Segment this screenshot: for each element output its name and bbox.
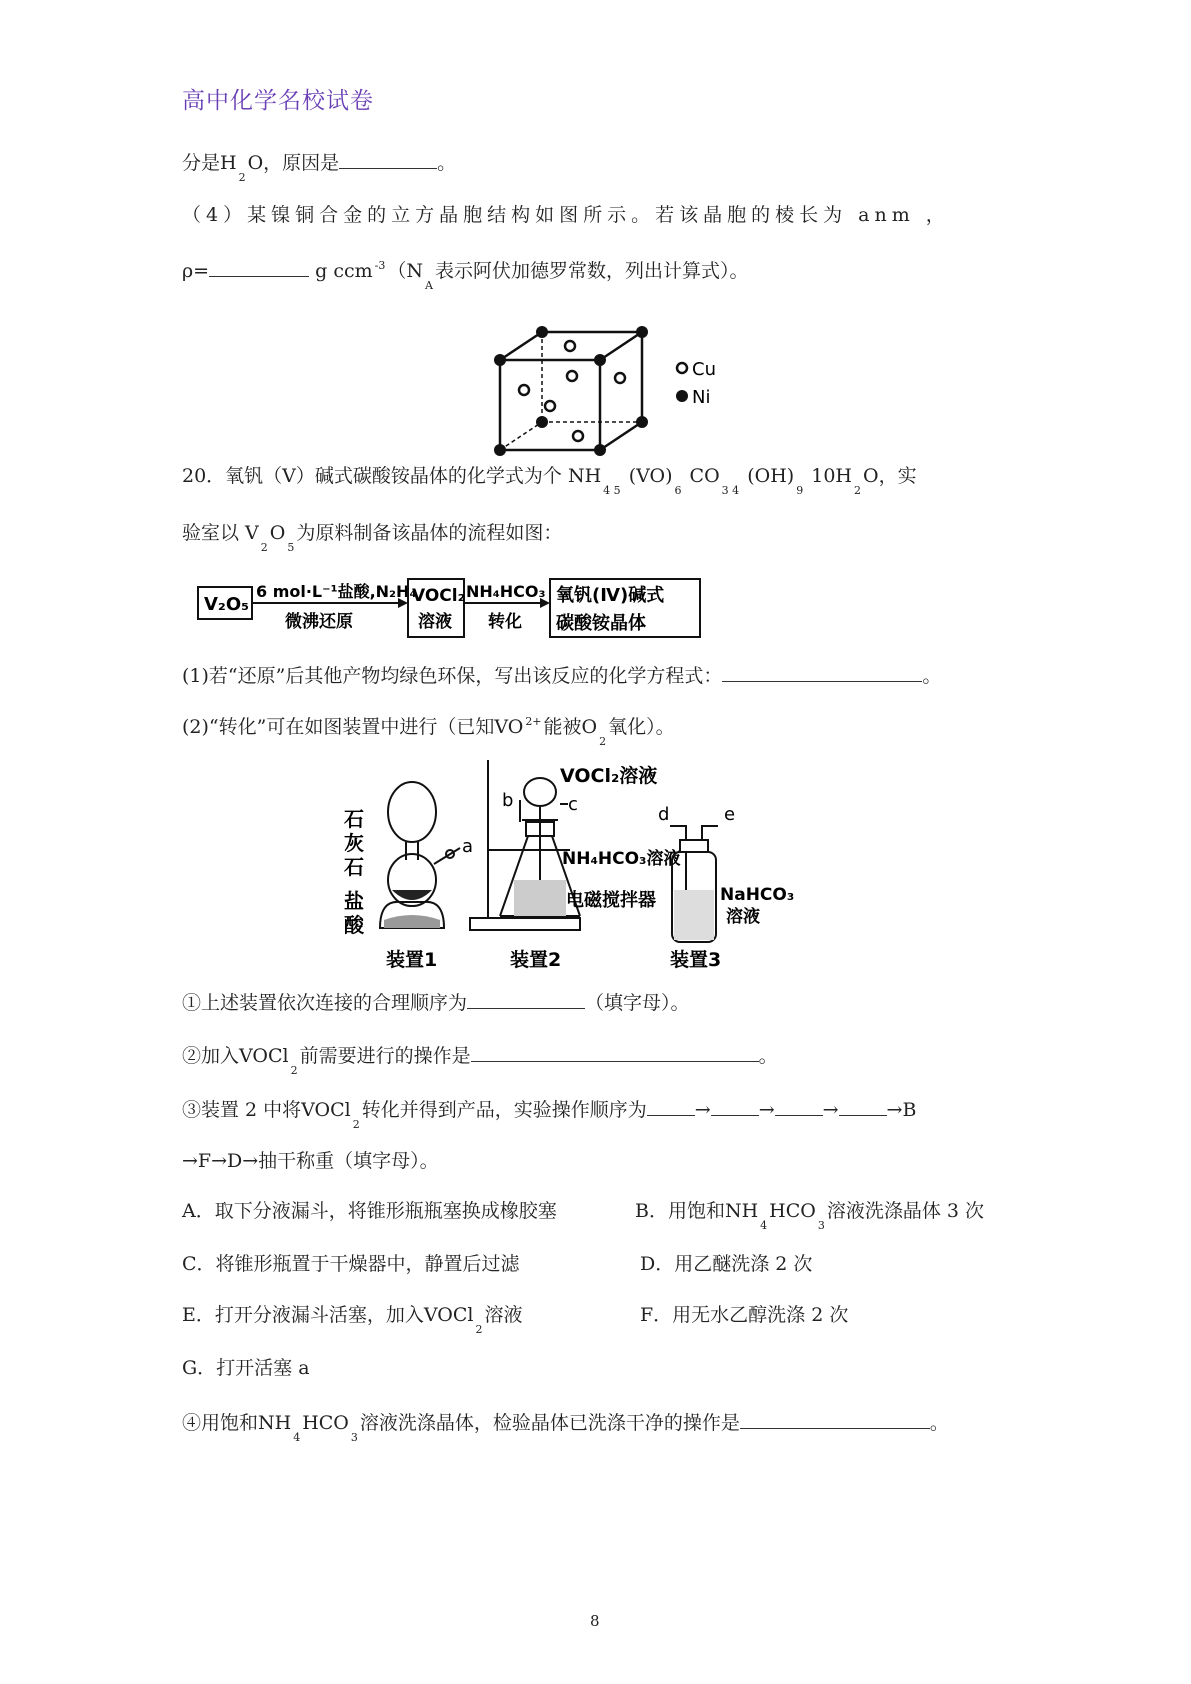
cube-hidden-edge: [500, 422, 542, 450]
subscript: 3: [817, 1219, 825, 1232]
superscript: 2+: [525, 715, 542, 728]
text: O: [269, 522, 286, 544]
label-a: a: [462, 836, 474, 857]
subscript: 2: [290, 1064, 298, 1077]
option-c: C．将锥形瓶置于干燥器中，静置后过滤: [182, 1253, 520, 1275]
text: 转化并得到产品，实验操作顺序为: [361, 1099, 647, 1121]
label-stone: 灰: [344, 831, 364, 855]
text: ，实: [878, 465, 917, 487]
subscript: 5: [287, 541, 295, 554]
cu-atom: [545, 401, 555, 411]
answer-blank: [711, 1097, 759, 1116]
ni-atom: [494, 444, 506, 456]
arrow: →: [822, 1099, 839, 1121]
option-b: [635, 1200, 985, 1232]
text: 。: [437, 152, 457, 174]
ni-atom: [594, 354, 606, 366]
q19-line1: [182, 150, 457, 184]
ni-atom: [536, 326, 548, 338]
flow-mid-label2: 溶液: [418, 612, 452, 632]
label-nahco3: NaHCO₃: [720, 885, 795, 905]
header-title: 高中化学名校试卷: [182, 88, 374, 114]
answer-blank: [471, 1043, 759, 1062]
text: ③装置 2 中将VOCl: [182, 1099, 351, 1121]
text: 表示阿伏加德罗常数，列出计算式）。: [434, 260, 749, 282]
text: 前需要进行的操作是: [299, 1045, 471, 1067]
answer-blank: [740, 1410, 930, 1429]
ni-atom: [494, 354, 506, 366]
text: 验室以 V: [182, 522, 259, 544]
q20-step3-cont: →F→D→抽干称重（填字母）。: [182, 1150, 439, 1172]
text: 分是H: [182, 152, 237, 174]
cu-atom: [567, 371, 577, 381]
unit-text: g ccm: [315, 260, 373, 282]
text: B: [902, 1099, 917, 1121]
cu-atom: [519, 385, 529, 395]
label-c: c: [568, 794, 578, 815]
arrow: →: [758, 1099, 775, 1121]
legend-cu-marker: [677, 363, 687, 373]
flow-end-label2: 碳酸铵晶体: [556, 613, 646, 634]
label-nh4hco3: NH₄HCO₃溶液: [562, 849, 681, 869]
label-stirrer: 电磁搅拌器: [566, 890, 656, 911]
limestone-pile: [392, 890, 432, 900]
q20-step3: [182, 1097, 917, 1131]
formula-part: 10H: [811, 465, 852, 487]
text: ④用饱和NH: [182, 1412, 292, 1434]
subscript: A: [425, 279, 433, 292]
label-acid: 酸: [344, 913, 364, 937]
label-device2: 装置2: [510, 949, 562, 971]
cu-atom: [615, 373, 625, 383]
q20-step1: [182, 990, 690, 1015]
formula-part: CO: [689, 465, 720, 487]
legend-ni-label: Ni: [692, 387, 711, 408]
answer-blank: [209, 258, 309, 277]
page-number: 8: [590, 1612, 600, 1630]
text: HCO: [302, 1412, 349, 1434]
text: ①上述装置依次连接的合理顺序为: [182, 992, 468, 1014]
answer-blank: [647, 1097, 695, 1116]
flow-mid-label1: VOCl₂: [412, 586, 466, 606]
subscript: 6: [674, 484, 682, 497]
legend-cu-label: Cu: [692, 359, 716, 380]
q19-part4: （4）某镍铜合金的立方晶胞结构如图所示。若该晶胞的棱长为 anm ，: [182, 204, 950, 226]
text: ，原因是: [263, 152, 340, 174]
text: ②加入VOCl: [182, 1045, 289, 1067]
subscript: 3 4: [721, 484, 740, 497]
text: B．用饱和NH: [635, 1200, 759, 1222]
device1-kipp: [380, 782, 460, 928]
text: 。: [929, 1412, 949, 1434]
flow-reagent2: NH₄HCO₃: [466, 582, 546, 601]
ni-atom: [636, 326, 648, 338]
label-device3: 装置3: [670, 949, 722, 971]
cu-atom: [565, 341, 575, 351]
subscript: 2: [854, 484, 861, 497]
subscript: 2: [260, 541, 268, 554]
subscript: 2: [599, 735, 607, 748]
flask-liquid: [514, 880, 566, 916]
formula-part: O: [863, 465, 879, 487]
option-d: D．用乙醚洗涤 2 次: [640, 1253, 813, 1275]
cube-edge: [600, 332, 642, 360]
subscript: 4: [760, 1219, 768, 1232]
option-g: G．打开活塞 a: [182, 1357, 310, 1379]
q20-part2: [182, 715, 675, 748]
q20-step2: [182, 1043, 778, 1077]
option-e: [182, 1304, 523, 1336]
text: 溶液洗涤晶体 3 次: [826, 1200, 985, 1222]
arrow: →: [694, 1099, 711, 1121]
cube-edge: [600, 422, 642, 450]
label-stone: 石: [344, 855, 364, 879]
subscript: 4: [293, 1431, 301, 1444]
apparatus-figure: [340, 760, 860, 980]
answer-blank: [467, 990, 585, 1009]
text: 。: [758, 1045, 778, 1067]
subscript: 9: [796, 484, 804, 497]
q20-stem-line2: [182, 522, 563, 554]
label-b: b: [502, 790, 514, 811]
subscript: 4 5: [603, 484, 621, 497]
subscript: 2: [238, 171, 246, 184]
formula-part: (OH): [747, 465, 795, 487]
text: O: [247, 152, 264, 174]
ni-atom: [636, 416, 648, 428]
label-d: d: [658, 804, 670, 825]
q20-step4: [182, 1410, 949, 1444]
q19-density-line: [182, 258, 749, 292]
subscript: 2: [475, 1323, 483, 1336]
answer-blank: [839, 1097, 887, 1116]
text: 氧化）。: [608, 716, 675, 738]
label-stone: 石: [344, 807, 364, 831]
bottle-liquid: [674, 890, 714, 940]
formula-part: NH: [567, 465, 602, 487]
acid-liquid: [384, 915, 440, 928]
label-nahco3-solution: 溶液: [726, 907, 760, 927]
answer-blank: [339, 150, 437, 169]
label-vocl2: VOCl₂溶液: [560, 765, 658, 787]
text: 溶液洗涤晶体，检验晶体已洗涤干净的操作是: [359, 1412, 740, 1434]
text: （填字母）。: [585, 992, 690, 1014]
flow-chart: [190, 575, 750, 655]
label-e: e: [724, 804, 736, 825]
text: (1)若“还原”后其他产物均绿色环保，写出该反应的化学方程式：: [182, 665, 723, 687]
text: HCO: [769, 1200, 816, 1222]
flow-step2: 转化: [488, 612, 522, 632]
text: 能被O: [543, 716, 598, 738]
option-f: F．用无水乙醇洗涤 2 次: [640, 1304, 849, 1326]
q20-part1: [182, 663, 941, 688]
option-a: A．取下分液漏斗，将锥形瓶瓶塞换成橡胶塞: [182, 1200, 557, 1222]
crystal-cell-figure: [480, 320, 740, 460]
answer-blank: [722, 663, 922, 682]
cu-atom: [573, 431, 583, 441]
text: (2)“转化”可在如图装置中进行（已知VO: [182, 716, 524, 738]
ni-atom: [594, 444, 606, 456]
text: E．打开分液漏斗活塞，加入VOCl: [182, 1304, 474, 1326]
label-device1: 装置1: [386, 949, 438, 971]
text: 为原料制备该晶体的流程如图：: [296, 522, 563, 544]
cube-edge: [500, 332, 542, 360]
text: （N: [387, 260, 424, 282]
flow-reagent1: 6 mol·L⁻¹盐酸,N₂H₄: [256, 582, 417, 601]
rho-symbol: ρ=: [182, 260, 210, 282]
label-acid: 盐: [344, 889, 364, 913]
subscript: 3: [350, 1431, 358, 1444]
text: 溶液: [484, 1304, 523, 1326]
text: 20．氧钒（V）碱式碳酸铵晶体的化学式为个: [182, 465, 562, 487]
subscript: 2: [352, 1118, 360, 1131]
legend-ni-marker: [676, 390, 688, 402]
arrow: →: [886, 1099, 903, 1121]
formula-part: (VO): [628, 465, 673, 487]
q20-stem-line1: [182, 465, 917, 497]
ni-atom: [536, 416, 548, 428]
answer-blank: [775, 1097, 823, 1116]
flow-end-label1: 氧钒(Ⅳ)碱式: [556, 585, 665, 606]
text: 。: [922, 665, 942, 687]
flow-step1: 微沸还原: [285, 612, 353, 632]
flow-start-label: V₂O₅: [204, 594, 249, 615]
superscript: -3: [374, 259, 386, 272]
